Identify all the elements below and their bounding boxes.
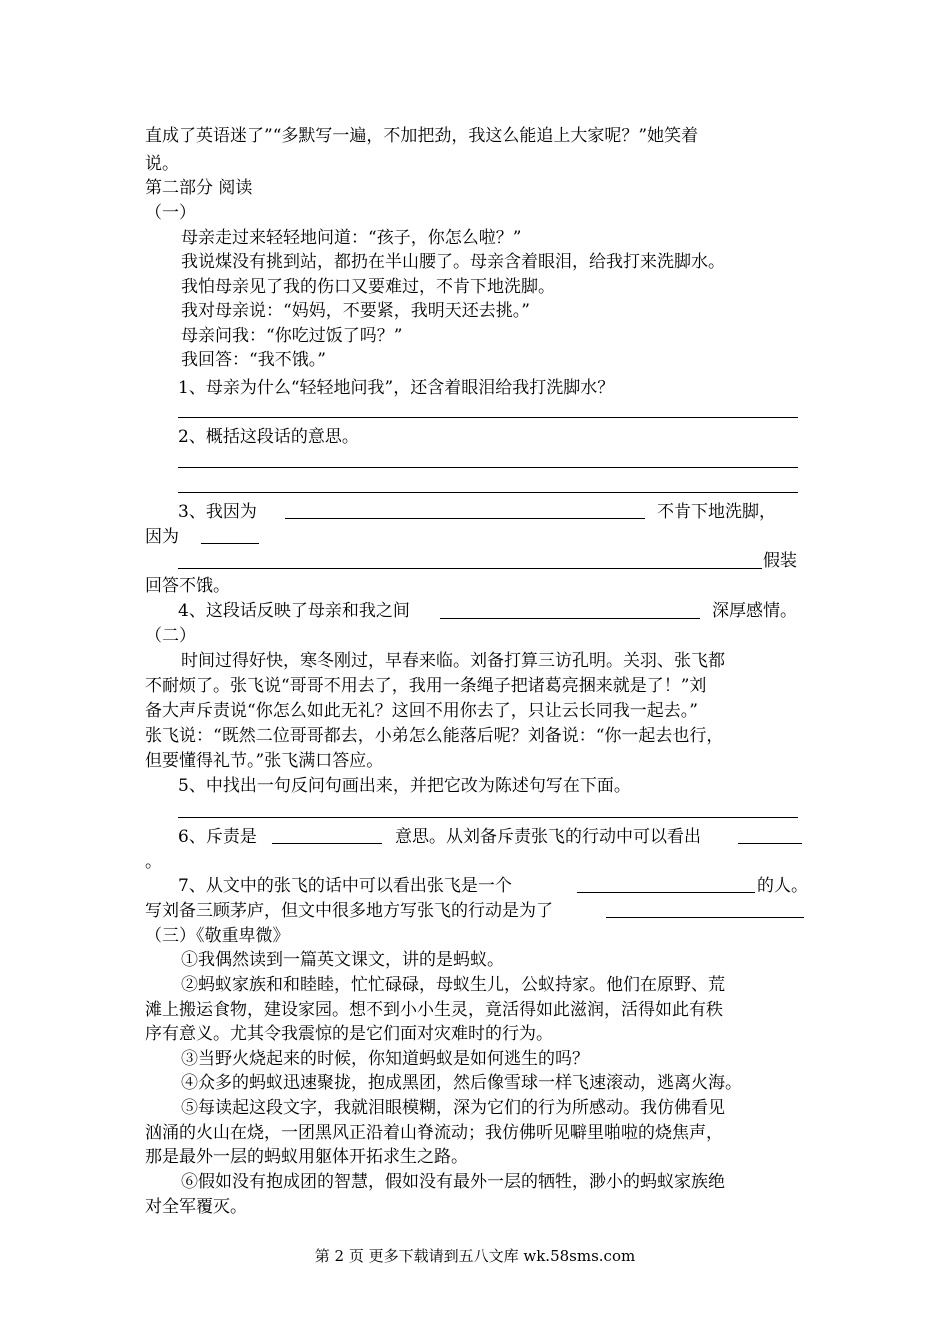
answer-line: [178, 492, 798, 493]
passage-3-line: ①我偶然读到一篇英文课文，讲的是蚂蚁。: [181, 950, 504, 970]
passage-3-line: 那是最外一层的蚂蚁用躯体开拓求生之路。: [145, 1147, 468, 1167]
answer-line: [178, 568, 762, 569]
question-4-start: 4、这段话反映了母亲和我之间: [178, 601, 410, 621]
answer-line: [178, 817, 798, 818]
intro-line-1: 直成了英语迷了”“多默写一遍，不加把劲，我这么能追上大家呢？”她笑着: [145, 126, 699, 146]
passage-3-line: ③当野火烧起来的时候，你知道蚂蚁是如何逃生的吗？: [181, 1049, 589, 1069]
answer-blank: [577, 892, 755, 893]
passage-3-line: 序有意义。尤其令我震惊的是它们面对灾难时的行为。: [145, 1024, 553, 1044]
passage-3-line: 汹涌的火山在烧，一团黑风正沿着山脊流动；我仿佛听见噼里啪啦的烧焦声，: [145, 1123, 723, 1143]
answer-blank: [272, 843, 382, 844]
answer-blank: [738, 843, 802, 844]
question-3-because: 因为: [145, 527, 179, 547]
passage-2-line: 张飞说：“既然二位哥哥都去，小弟怎么能落后呢？刘备说：“你一起去也行，: [145, 726, 724, 746]
page-footer: 第 2 页 更多下载请到五八文库 wk.58sms.com: [314, 1247, 636, 1265]
passage-3-line: 对全军覆灭。: [145, 1197, 247, 1217]
passage-3-line: ⑤每读起这段文字，我就泪眼模糊，深为它们的行为所感动。我仿佛看见: [181, 1098, 725, 1118]
section-2-heading: （二）: [145, 626, 196, 646]
question-4-end: 深厚感情。: [712, 601, 797, 621]
question-7-start: 7、从文中的张飞的话中可以看出张飞是一个: [178, 876, 512, 896]
answer-blank: [440, 618, 700, 619]
passage-1-line: 我回答：“我不饿。”: [181, 350, 326, 370]
intro-line-2: 说。: [145, 154, 179, 174]
question-7-second: 写刘备三顾茅庐，但文中很多地方写张飞的行动是为了: [145, 901, 553, 921]
question-6-mid: 意思。从刘备斥责张飞的行动中可以看出: [395, 827, 701, 847]
passage-2-line: 时间过得好快，寒冬刚过，早春来临。刘备打算三访孔明。关羽、张飞都: [181, 651, 725, 671]
passage-1-line: 我对母亲说：“妈妈，不要紧，我明天还去挑。”: [181, 301, 530, 321]
passage-3-line: ④众多的蚂蚁迅速聚拢，抱成黑团，然后像雪球一样飞速滚动，逃离火海。: [181, 1073, 742, 1093]
passage-1-line: 我怕母亲见了我的伤口又要难过，不肯下地洗脚。: [181, 277, 555, 297]
answer-line: [178, 417, 798, 418]
passage-2-line: 备大声斥责说“你怎么如此无礼？这回不用你去了，只让云长同我一起去。”: [145, 701, 698, 721]
question-3-start: 3、我因为: [178, 502, 257, 522]
passage-3-line: 滩上搬运食物，建设家园。想不到小小生灵，竟活得如此滋润，活得如此有秩: [145, 1000, 723, 1020]
question-2: 2、概括这段话的意思。: [178, 427, 359, 447]
passage-3-line: ⑥假如没有抱成团的智慧，假如没有最外一层的牺牲，渺小的蚂蚁家族绝: [181, 1172, 725, 1192]
passage-1-line: 母亲走过来轻轻地问道：“孩子，你怎么啦？”: [181, 228, 522, 248]
section-3-heading: （三）《敬重卑微》: [145, 926, 290, 946]
passage-2-line: 不耐烦了。张飞说“哥哥不用去了，我用一条绳子把诸葛亮捆来就是了！”刘: [145, 676, 707, 696]
question-3-mid: 不肯下地洗脚，: [657, 502, 776, 522]
passage-1-line: 我说煤没有挑到站，都扔在半山腰了。母亲含着眼泪，给我打来洗脚水。: [181, 252, 725, 272]
answer-line: [178, 467, 798, 468]
answer-blank: [285, 518, 645, 519]
part-heading: 第二部分 阅读: [145, 178, 253, 198]
question-6-start: 6、斥责是: [178, 827, 257, 847]
question-7-mid: 的人。: [757, 876, 808, 896]
answer-blank: [606, 917, 804, 918]
passage-3-line: ②蚂蚁家族和和睦睦，忙忙碌碌，母蚁生儿，公蚁持家。他们在原野、荒: [181, 975, 725, 995]
answer-blank: [201, 543, 259, 544]
question-1: 1、母亲为什么“轻轻地问我”，还含着眼泪给我打洗脚水？: [178, 378, 615, 398]
passage-1-line: 母亲问我：“你吃过饭了吗？”: [181, 326, 403, 346]
section-1-heading: （一）: [145, 203, 196, 223]
question-6-end: 。: [145, 852, 162, 872]
passage-2-line: 但要懂得礼节。”张飞满口答应。: [145, 751, 384, 771]
question-3-pretend: 假装: [763, 551, 797, 571]
question-5: 5、中找出一句反问句画出来，并把它改为陈述句写在下面。: [178, 776, 631, 796]
question-3-end: 回答不饿。: [145, 576, 230, 596]
